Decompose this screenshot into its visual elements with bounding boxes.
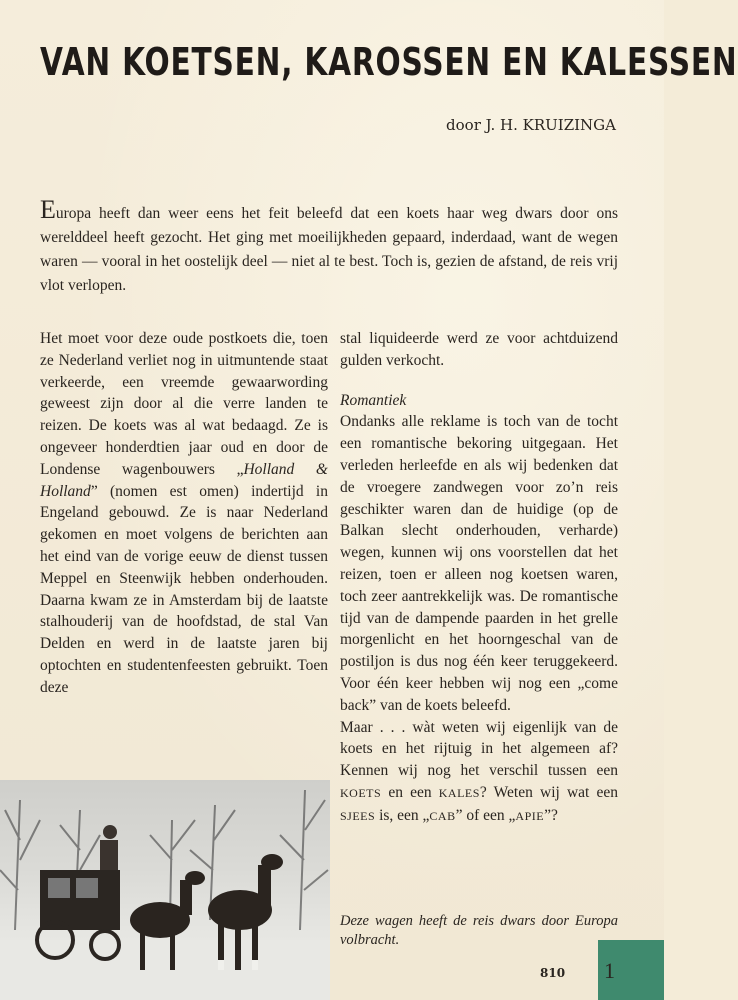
lead-paragraph bbox=[40, 195, 618, 298]
p2-text-e: ” of een „ bbox=[455, 806, 516, 824]
term-apie: APIE bbox=[515, 808, 545, 823]
left-text-a: Het moet voor deze oude postkoets die, toen ze Nederland verliet nog in uitmuntende staat verkeerde, een vreemde gewaarwording geweest zijn door al die verre landen te reizen. De koets was al wat bedaagd. Ze is ongeveer honderdtien jaar oud en door de Londense wagenbouwers „ bbox=[40, 330, 328, 478]
p2-text-b: en een bbox=[381, 783, 439, 801]
left-text-b: ” (nomen est omen) indertijd in Engeland gebouwd. Ze is naar Nederland gekomen en moet volgens de berichten aan het eind van de vorige eeuw de dienst tussen Meppel en Steenwijk hebben onderhouden. Daarna kwam ze in Amsterdam bij de laatste stalhouderij van de hoofdstad, de stal Van Delden en werd in de laatste jaren bij optochten en studentenfeesten gebruikt. Toen deze bbox=[40, 482, 328, 696]
right-continuation: stal liquideerde werd ze voor achtduizend gulden verkocht. bbox=[340, 330, 618, 369]
tab-digit: 1 bbox=[604, 958, 615, 983]
wagonbuilder-name: Holland & Holland bbox=[40, 460, 328, 500]
article-title: VAN KOETSEN, KAROSSEN EN KALESSEN bbox=[40, 40, 738, 84]
p2-text-a: Maar . . . wàt weten wij eigenlijk van de koets en het rijtuig in het algemeen af? Kennen wij nog het verschil tussen een bbox=[340, 718, 618, 780]
term-sjees: SJEES bbox=[340, 808, 376, 823]
right-paragraph-1: Ondanks alle reklame is toch van de tocht een romantische bekoring uitgegaan. Het verleden herleefde en als wij bedenken dat de vroegere zandwegen voor zo’n reis geschikter waren dan de huidige (op de Balkan slecht onderhouden, verharde) wegen, kunnen wij ons voorstellen dat het reizen, toen er alleen nog koetsen waren, toch zeer aantrekkelijk was. De romantische tijd van de dampende paarden in het grelle morgenlicht en het hoorngeschal van de postiljon is dus nog één keer teruggekeerd. Voor één keer hebben wij nog een „come back” van de koets beleefd. bbox=[340, 413, 618, 714]
p2-text-c: ? Weten wij wat een bbox=[479, 783, 619, 801]
coach-photo-illustration bbox=[0, 780, 330, 1000]
lead-text: uropa heeft dan weer eens het feit beleefd dat een koets haar weg dwars door ons werelddeel heeft gezocht. Het ging met moeilijkheden gepaard, inderdaad, want de wegen waren — vooral in het oostelijk deel — niet al te best. Toch is, gezien de afstand, de reis vrij vlot verlopen. bbox=[40, 205, 618, 294]
drop-cap: E bbox=[40, 195, 56, 224]
coach-photo bbox=[0, 780, 330, 1000]
p2-text-d: is, een „ bbox=[375, 806, 430, 824]
term-cab: CAB bbox=[429, 808, 456, 823]
right-column bbox=[340, 328, 618, 828]
right-paragraph-2 bbox=[340, 717, 618, 828]
page-number: 810 bbox=[540, 966, 566, 980]
section-heading: Romantiek bbox=[340, 391, 407, 409]
left-column-paragraph bbox=[40, 328, 328, 699]
byline: door J. H. KRUIZINGA bbox=[446, 116, 616, 134]
p2-text-f: ”? bbox=[544, 806, 558, 824]
term-kales: KALES bbox=[438, 785, 480, 800]
photo-caption: Deze wagen heeft de reis dwars door Europa volbracht. bbox=[340, 913, 618, 948]
left-column bbox=[40, 328, 328, 699]
term-koets: KOETS bbox=[340, 785, 382, 800]
